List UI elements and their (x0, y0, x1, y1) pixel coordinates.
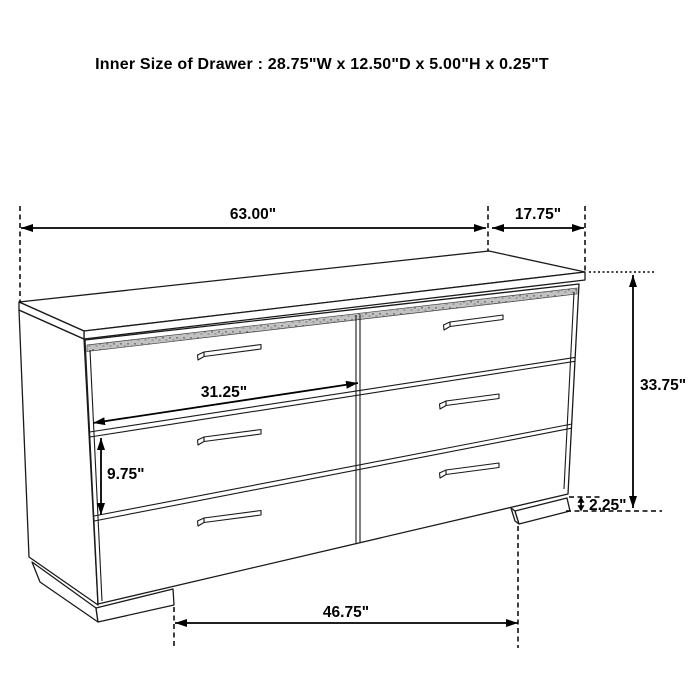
dim-overall-width (21, 206, 486, 228)
dim-overall-width-label: 63.00" (229, 206, 277, 223)
dim-drawer-front-width-label: 31.25" (200, 384, 248, 401)
dim-base-height-label: 2.25" (589, 497, 627, 514)
dim-overall-height-label: 33.75" (640, 377, 687, 394)
dim-top-depth-label: 17.75" (514, 206, 562, 223)
dim-base-height (566, 497, 662, 515)
dim-overall-height (589, 272, 686, 508)
dresser-front-face (85, 284, 579, 604)
dim-leg-span-label: 46.75" (322, 604, 370, 621)
dim-top-depth (492, 206, 584, 228)
dresser-illustration (19, 251, 585, 622)
drawing-title: Inner Size of Drawer : 28.75"W x 12.50"D x 5.00"H x 0.25"T (95, 56, 549, 73)
dim-drawer-front-height-label: 9.75" (107, 466, 145, 483)
